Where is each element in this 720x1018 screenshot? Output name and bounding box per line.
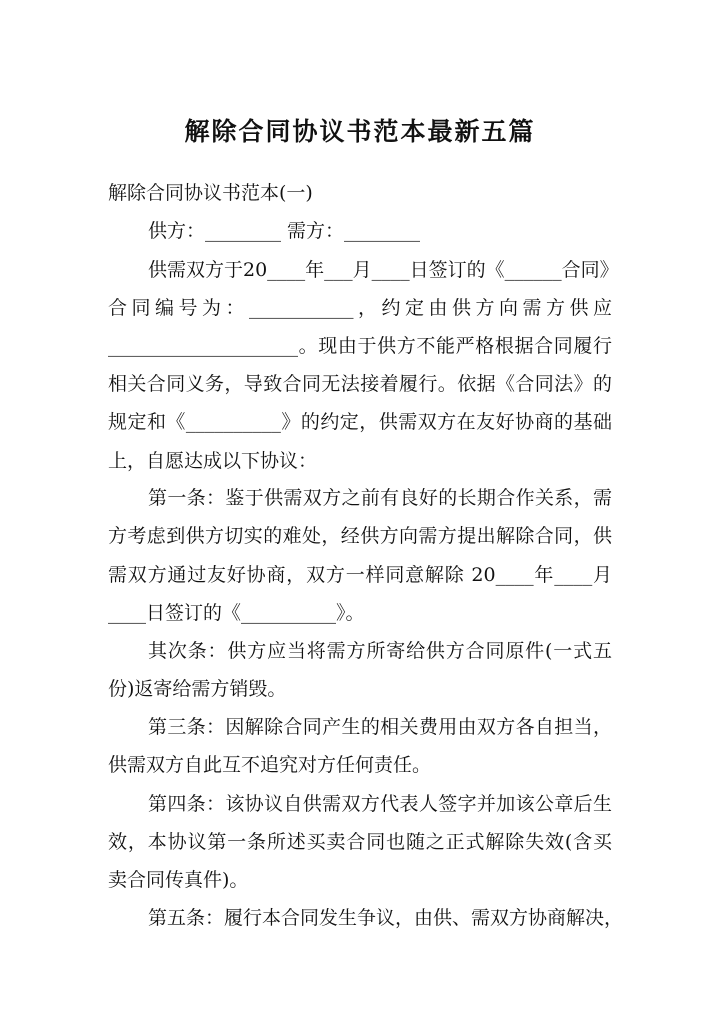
article-3-line: 第三条：因解除合同产生的相关费用由双方各自担当，: [148, 716, 612, 738]
article-4-line: 卖合同传真件)。: [108, 869, 249, 891]
paragraph-line: 上，自愿达成以下协议：: [108, 450, 318, 472]
article-4-line: 效，本协议第一条所述买卖合同也随之正式解除失效(含买: [108, 831, 612, 853]
article-1-line: ____日签订的《__________》。: [108, 602, 365, 624]
paragraph-line: 相关合同义务，导致合同无法接着履行。依据《合同法》的: [108, 373, 612, 395]
article-2-line: 份)返寄给需方销毁。: [108, 678, 287, 700]
paragraph-line: 合同编号为：___________，约定由供方向需方供应: [108, 297, 612, 319]
article-2-line: 其次条：供方应当将需方所寄给供方合同原件(一式五: [148, 640, 612, 662]
article-1-line: 需双方通过友好协商，双方一样同意解除 20____年____月: [108, 564, 612, 586]
article-4-line: 第四条：该协议自供需双方代表人签字并加该公章后生: [148, 793, 612, 815]
paragraph-line: ____________________。现由于供方不能严格根据合同履行: [108, 335, 612, 357]
paragraph-line: 供需双方于20____年___月____日签订的《______合同》: [148, 259, 619, 281]
article-5-line: 第五条：履行本合同发生争议，由供、需双方协商解决，: [148, 907, 624, 929]
article-1-line: 方考虑到供方切实的难处，经供方向需方提出解除合同，供: [108, 525, 612, 547]
document-title: 解除合同协议书范本最新五篇: [184, 117, 536, 146]
paragraph-line: 规定和《__________》的约定，供需双方在友好协商的基础: [108, 411, 612, 433]
section-heading: 解除合同协议书范本(一): [108, 182, 313, 204]
article-1-line: 第一条：鉴于供需双方之前有良好的长期合作关系，需: [148, 487, 612, 509]
parties-line: 供方：________ 需方：________: [148, 220, 421, 242]
article-3-line: 供需双方自此互不追究对方任何责任。: [108, 754, 432, 776]
